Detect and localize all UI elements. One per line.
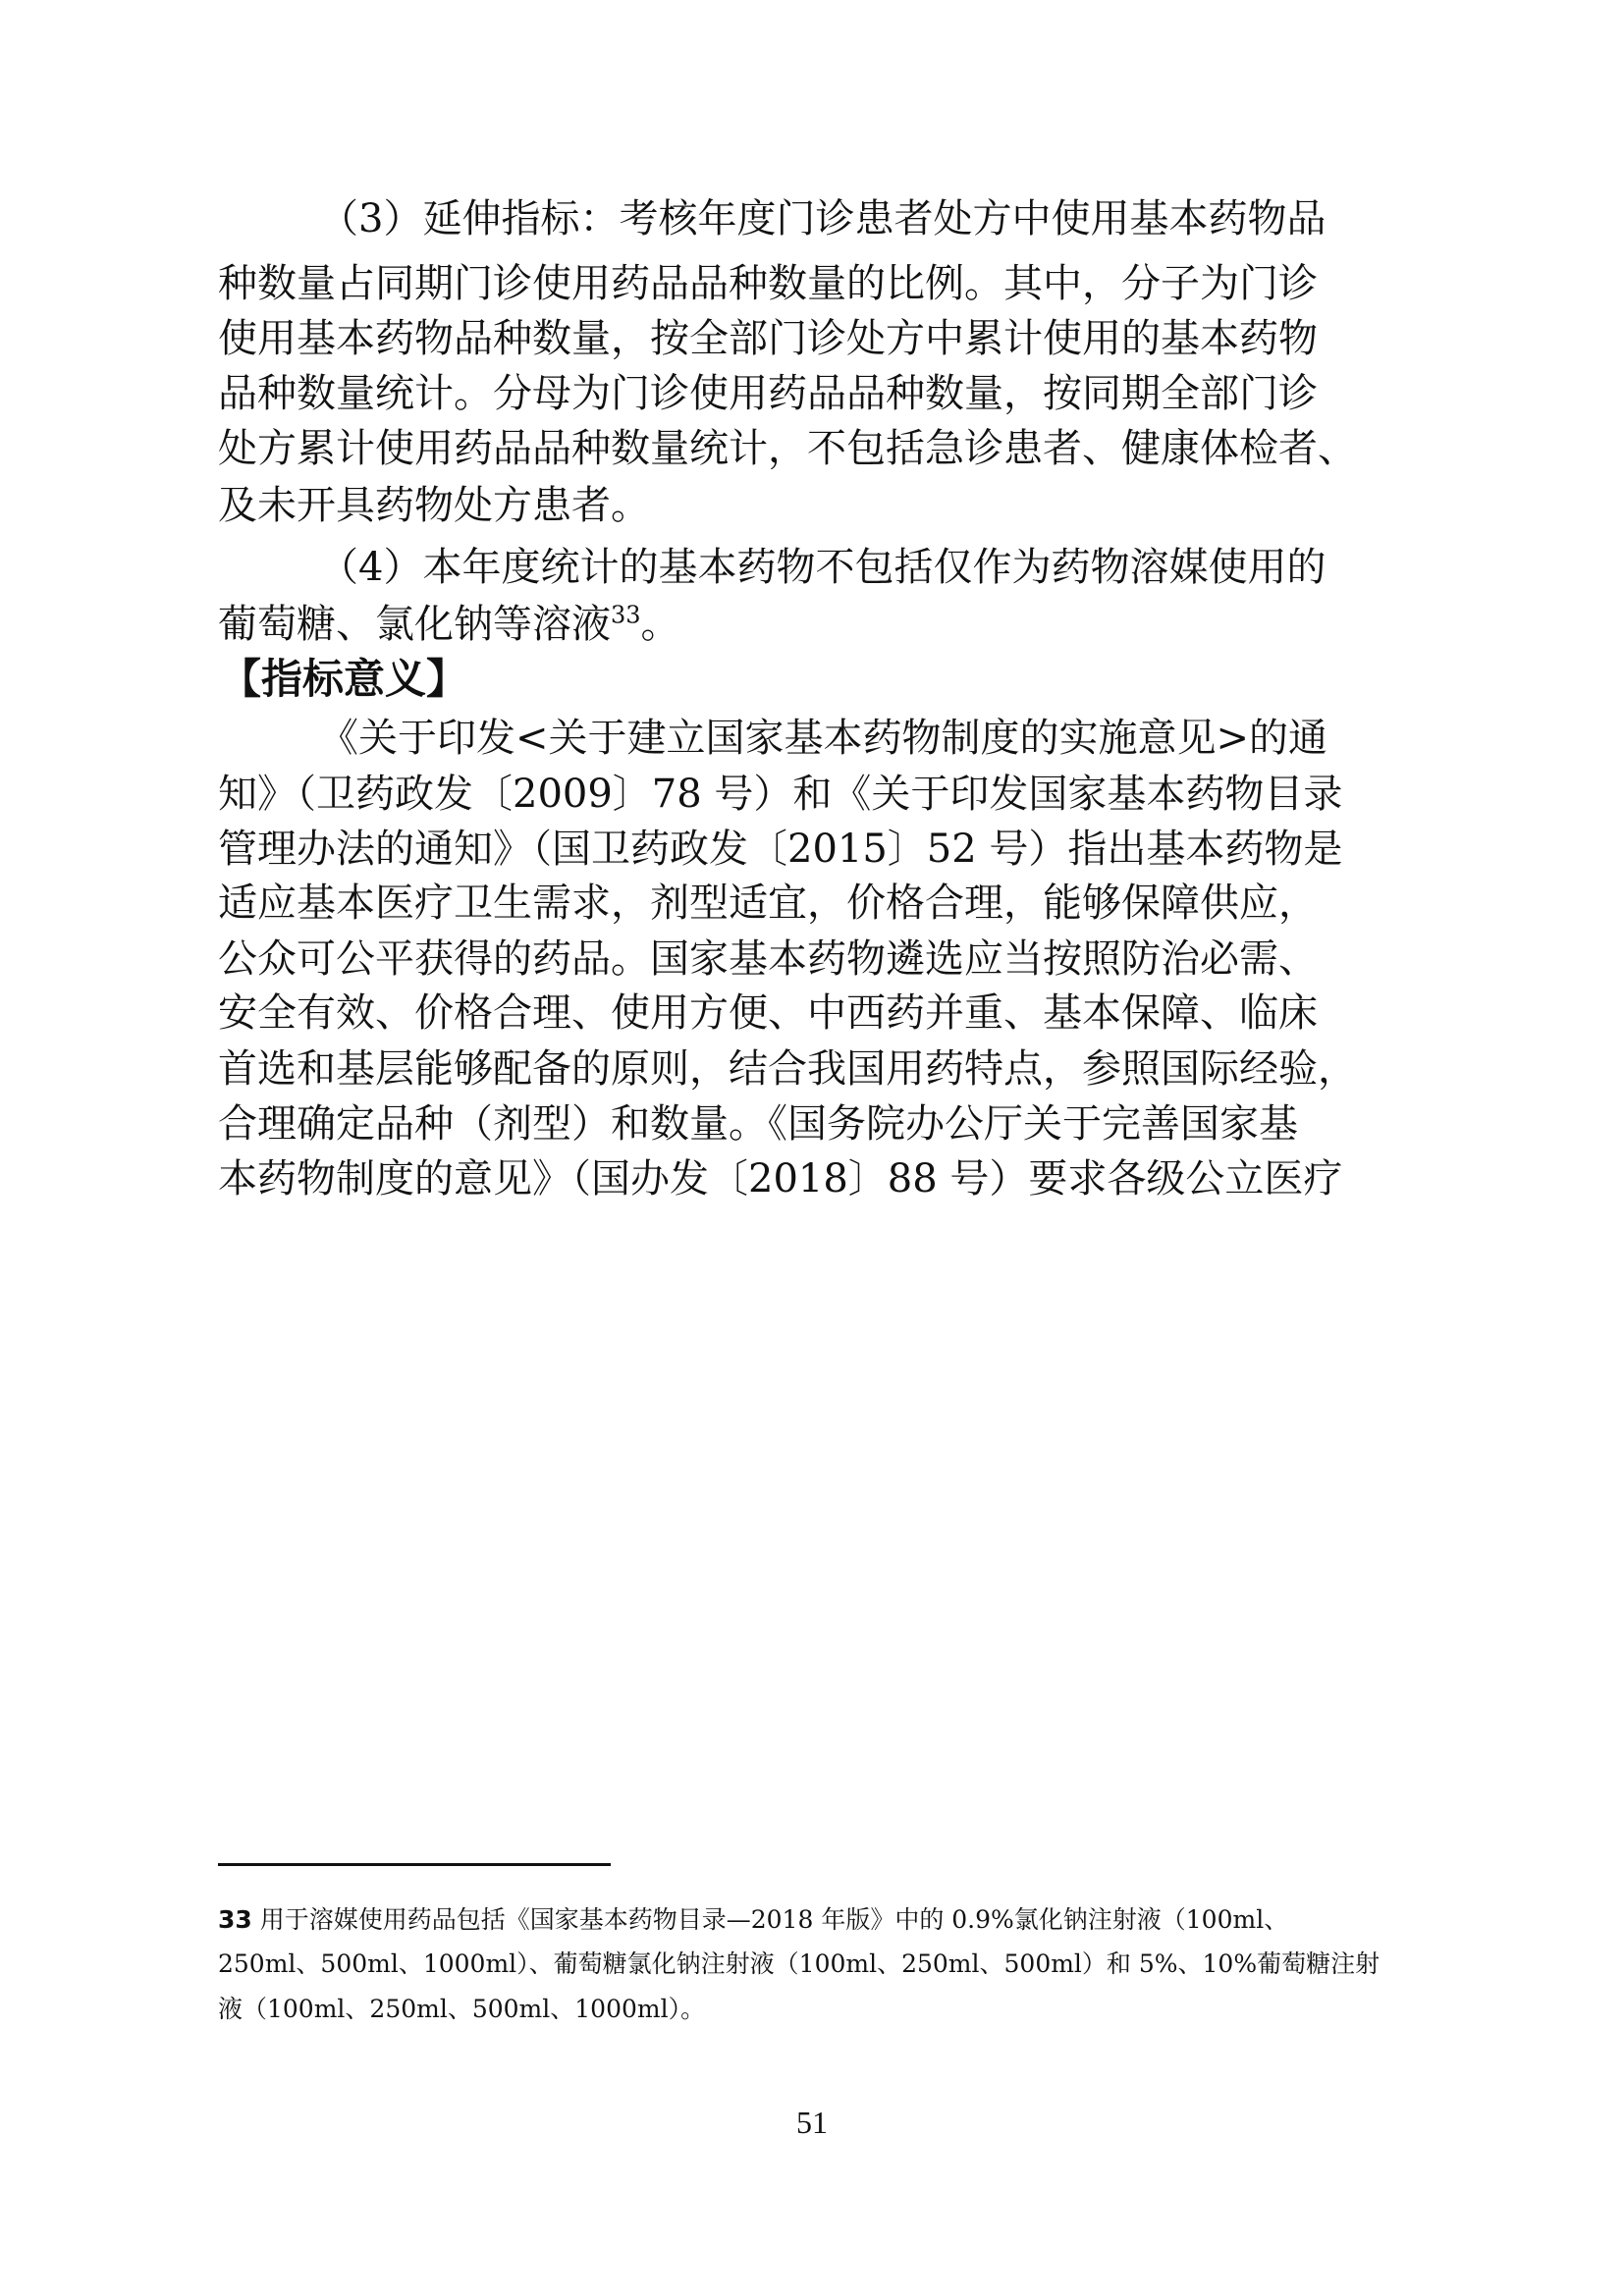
footnote-reference[interactable]: 33 xyxy=(611,601,641,629)
significance-line-8: 合理确定品种（剂型）和数量。《国务院办公厅关于完善国家基 xyxy=(218,1101,1298,1147)
significance-line-1: 《关于印发<关于建立国家基本药物制度的实施意见>的通 xyxy=(319,716,1328,761)
footnote-separator xyxy=(218,1863,611,1866)
paragraph-3-line-1: （3）延伸指标：考核年度门诊患者处方中使用基本药物品 xyxy=(319,196,1326,241)
paragraph-4-line-1: （4）本年度统计的基本药物不包括仅作为药物溶媒使用的 xyxy=(319,545,1326,590)
footnote-line-1 xyxy=(218,1904,1426,1936)
paragraph-4-text: 葡萄糖、氯化钠等溶液 xyxy=(218,602,611,647)
significance-line-5: 公众可公平获得的药品。国家基本药物遴选应当按照防治必需、 xyxy=(218,936,1318,982)
significance-line-4: 适应基本医疗卫生需求，剂型适宜，价格合理，能够保障供应， xyxy=(218,881,1318,926)
page-number: 51 xyxy=(796,2105,828,2140)
paragraph-3-line-6: 及未开具药物处方患者。 xyxy=(218,483,650,528)
paragraph-3-line-4: 品种数量统计。分母为门诊使用药品品种数量，按同期全部门诊 xyxy=(218,371,1318,416)
significance-line-6: 安全有效、价格合理、使用方便、中西药并重、基本保障、临床 xyxy=(218,990,1318,1036)
paragraph-3-line-5: 处方累计使用药品品种数量统计，不包括急诊患者、健康体检者、 xyxy=(218,426,1357,471)
section-heading: 【指标意义】 xyxy=(220,655,468,703)
footnote-text-1: 用于溶媒使用药品包括《国家基本药物目录—2018 年版》中的 0.9%氯化钠注射液（100ml、 xyxy=(251,1905,1289,1934)
paragraph-3-line-3: 使用基本药物品种数量，按全部门诊处方中累计使用的基本药物 xyxy=(218,316,1318,361)
footnote-line-2: 250ml、500ml、1000ml）、葡萄糖氯化钠注射液（100ml、250ml、500ml）和 5%、10%葡萄糖注射 xyxy=(218,1949,1380,1978)
significance-line-2: 知》（卫药政发〔2009〕78 号）和《关于印发国家基本药物目录 xyxy=(218,772,1343,817)
footnote-line-3: 液（100ml、250ml、500ml、1000ml）。 xyxy=(218,1995,706,2023)
paragraph-4-line-2 xyxy=(218,601,1426,648)
significance-line-3: 管理办法的通知》（国卫药政发〔2015〕52 号）指出基本药物是 xyxy=(218,827,1343,872)
significance-line-7: 首选和基层能够配备的原则，结合我国用药特点，参照国际经验， xyxy=(218,1046,1357,1092)
paragraph-3-line-2: 种数量占同期门诊使用药品品种数量的比例。其中，分子为门诊 xyxy=(218,261,1318,306)
footnote-number: 33 xyxy=(218,1905,252,1934)
paragraph-4-end: 。 xyxy=(640,602,680,647)
significance-line-9: 本药物制度的意见》（国办发〔2018〕88 号）要求各级公立医疗 xyxy=(218,1156,1343,1201)
